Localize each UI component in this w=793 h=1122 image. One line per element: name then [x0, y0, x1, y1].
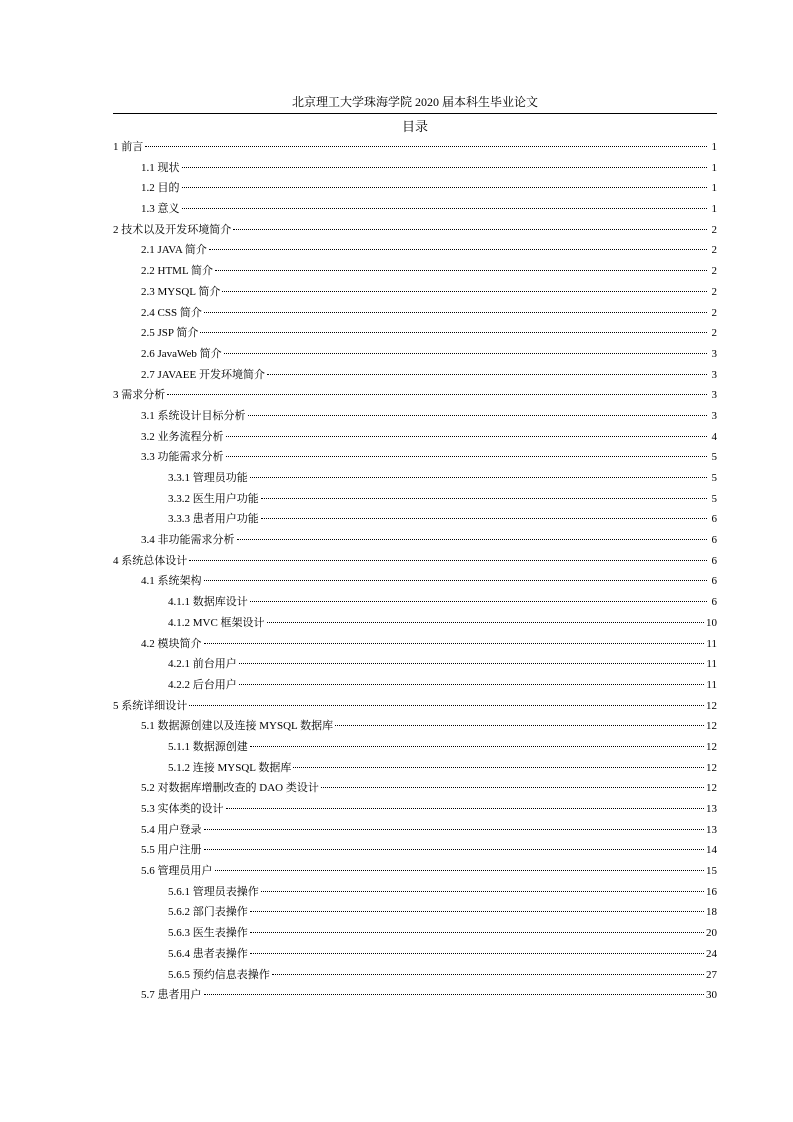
- toc-entry[interactable]: [113, 902, 717, 923]
- toc-dot-leader: [226, 435, 708, 437]
- toc-dot-leader: [267, 373, 707, 375]
- toc-entry-label: 2 技术以及开发环境简介: [113, 223, 232, 236]
- toc-entry[interactable]: [113, 365, 717, 386]
- toc-page-number: 14: [706, 844, 717, 857]
- toc-entry-label: 3.3.3 患者用户功能: [168, 513, 259, 526]
- toc-dot-leader: [261, 890, 704, 892]
- toc-entry[interactable]: [113, 634, 717, 655]
- table-of-contents: [113, 137, 717, 1006]
- toc-entry[interactable]: [113, 592, 717, 613]
- toc-dot-leader: [204, 642, 705, 644]
- toc-page-number: 5: [711, 451, 717, 464]
- toc-page-number: 2: [711, 327, 717, 340]
- toc-entry-label: 4.1.2 MVC 框架设计: [168, 616, 265, 629]
- toc-page-number: 1: [711, 203, 717, 216]
- toc-dot-leader: [204, 993, 705, 995]
- toc-entry[interactable]: [113, 613, 717, 634]
- toc-page-number: 3: [711, 389, 717, 402]
- toc-entry-label: 5.6.5 预约信息表操作: [168, 968, 270, 981]
- toc-entry[interactable]: [113, 696, 717, 717]
- toc-entry[interactable]: [113, 675, 717, 696]
- toc-entry-label: 4.2.2 后台用户: [168, 678, 237, 691]
- toc-dot-leader: [224, 352, 707, 354]
- toc-dot-leader: [189, 559, 707, 561]
- toc-dot-leader: [222, 290, 707, 292]
- toc-entry-label: 5.7 患者用户: [141, 989, 202, 1002]
- toc-entry-label: 3.3.1 管理员功能: [168, 472, 248, 484]
- toc-dot-leader: [215, 869, 705, 871]
- toc-page-number: 6: [711, 554, 717, 567]
- toc-entry[interactable]: [113, 778, 717, 799]
- toc-page-number: 12: [706, 782, 717, 795]
- toc-dot-leader: [189, 704, 704, 706]
- toc-entry-label: 3.2 业务流程分析: [141, 430, 224, 443]
- toc-page-number: 1: [711, 161, 717, 174]
- page-header: 北京理工大学珠海学院 2020 届本科生毕业论文: [291, 95, 538, 109]
- toc-entry-label: 5.6 管理员用户: [141, 865, 213, 878]
- toc-dot-leader: [272, 973, 704, 975]
- toc-page-number: 16: [706, 885, 717, 898]
- toc-entry-label: 1.3 意义: [141, 203, 180, 216]
- toc-dot-leader: [204, 828, 705, 830]
- toc-entry-label: 2.7 JAVAEE 开发环境简介: [141, 368, 265, 381]
- toc-entry[interactable]: [113, 758, 717, 779]
- toc-page-number: 3: [711, 368, 717, 381]
- toc-entry[interactable]: [113, 303, 717, 324]
- toc-entry[interactable]: [113, 385, 717, 406]
- toc-page-number: 24: [706, 947, 717, 960]
- toc-entry[interactable]: [113, 965, 717, 986]
- toc-dot-leader: [239, 662, 705, 664]
- toc-dot-leader: [261, 497, 707, 499]
- toc-page-number: 13: [706, 803, 717, 815]
- toc-page-number: 20: [706, 927, 717, 940]
- toc-entry[interactable]: [113, 261, 717, 282]
- toc-entry-label: 3.4 非功能需求分析: [141, 534, 235, 547]
- toc-dot-leader: [209, 248, 707, 250]
- toc-entry[interactable]: [113, 820, 717, 841]
- toc-entry-label: 5 系统详细设计: [113, 699, 188, 712]
- toc-page-number: 12: [706, 761, 717, 774]
- toc-entry-label: 5.1.2 连接 MYSQL 数据库: [168, 761, 292, 774]
- toc-entry-label: 2.1 JAVA 简介: [141, 244, 207, 257]
- toc-entry-label: 1 前言: [113, 141, 144, 153]
- toc-entry-label: 3 需求分析: [113, 389, 166, 402]
- toc-dot-leader: [250, 745, 704, 747]
- toc-dot-leader: [182, 166, 708, 168]
- toc-page-number: 2: [711, 306, 717, 319]
- toc-dot-leader: [167, 393, 707, 395]
- toc-entry[interactable]: [113, 137, 717, 158]
- toc-entry-label: 5.6.1 管理员表操作: [168, 885, 259, 898]
- toc-page-number: 30: [706, 989, 717, 1002]
- toc-entry[interactable]: [113, 944, 717, 965]
- toc-entry-label: 2.2 HTML 简介: [141, 265, 214, 278]
- toc-entry[interactable]: [113, 716, 717, 737]
- toc-entry[interactable]: [113, 571, 717, 592]
- toc-entry[interactable]: [113, 468, 717, 489]
- toc-page-number: 10: [706, 616, 717, 629]
- toc-dot-leader: [239, 683, 705, 685]
- toc-entry[interactable]: [113, 178, 717, 199]
- toc-entry[interactable]: [113, 282, 717, 303]
- toc-dot-leader: [250, 931, 704, 933]
- toc-dot-leader: [204, 311, 707, 313]
- toc-page-number: 2: [711, 285, 717, 298]
- toc-dot-leader: [250, 910, 704, 912]
- toc-page-number: 27: [706, 968, 717, 981]
- toc-page-number: 12: [706, 720, 717, 733]
- toc-page-number: 6: [711, 575, 717, 588]
- toc-page-number: 1: [711, 141, 717, 153]
- toc-entry[interactable]: [113, 406, 717, 427]
- toc-entry-label: 3.3.2 医生用户功能: [168, 492, 259, 505]
- toc-entry[interactable]: [113, 530, 717, 551]
- toc-entry-label: 5.2 对数据库增删改查的 DAO 类设计: [141, 782, 319, 795]
- toc-entry[interactable]: [113, 447, 717, 468]
- toc-entry[interactable]: [113, 323, 717, 344]
- toc-dot-leader: [145, 145, 707, 147]
- toc-dot-leader: [233, 228, 707, 230]
- toc-entry[interactable]: [113, 220, 717, 241]
- toc-entry-label: 4 系统总体设计: [113, 554, 188, 567]
- toc-dot-leader: [293, 766, 704, 768]
- toc-dot-leader: [200, 331, 707, 333]
- toc-dot-leader: [226, 807, 705, 809]
- toc-entry-label: 3.3 功能需求分析: [141, 451, 224, 464]
- toc-page-number: 11: [706, 658, 717, 671]
- toc-entry[interactable]: [113, 985, 717, 1006]
- toc-entry-label: 1.2 目的: [141, 182, 180, 195]
- toc-entry[interactable]: [113, 840, 717, 861]
- toc-entry-label: 4.2 模块简介: [141, 637, 202, 650]
- toc-entry-label: 5.4 用户登录: [141, 823, 202, 836]
- toc-title: 目录: [401, 119, 428, 134]
- toc-page-number: 3: [711, 347, 717, 360]
- toc-page-number: 6: [711, 534, 717, 547]
- toc-dot-leader: [215, 269, 707, 271]
- toc-dot-leader: [267, 621, 704, 623]
- toc-entry-label: 2.5 JSP 简介: [141, 327, 199, 340]
- toc-entry[interactable]: [113, 199, 717, 220]
- toc-page-number: 6: [711, 596, 717, 609]
- toc-entry[interactable]: [113, 158, 717, 179]
- toc-page-number: 15: [706, 865, 717, 878]
- toc-dot-leader: [226, 455, 708, 457]
- toc-entry-label: 5.3 实体类的设计: [141, 803, 224, 815]
- toc-entry[interactable]: [113, 489, 717, 510]
- toc-page-number: 11: [706, 678, 717, 691]
- toc-page-number: 1: [711, 182, 717, 195]
- toc-dot-leader: [237, 538, 708, 540]
- toc-page-number: 3: [711, 409, 717, 422]
- toc-dot-leader: [335, 724, 704, 726]
- toc-entry-label: 4.2.1 前台用户: [168, 658, 237, 671]
- toc-entry[interactable]: [113, 882, 717, 903]
- toc-page-number: 12: [706, 740, 717, 753]
- toc-entry-label: 5.1 数据源创建以及连接 MYSQL 数据库: [141, 720, 334, 733]
- toc-entry-label: 2.3 MYSQL 简介: [141, 285, 221, 298]
- toc-dot-leader: [250, 600, 707, 602]
- toc-page-number: 2: [711, 244, 717, 257]
- toc-page-number: 2: [711, 223, 717, 236]
- toc-dot-leader: [321, 786, 704, 788]
- toc-dot-leader: [250, 952, 704, 954]
- toc-page-number: 6: [711, 513, 717, 526]
- header-divider: [113, 113, 717, 114]
- toc-entry[interactable]: [113, 654, 717, 675]
- toc-dot-leader: [250, 476, 707, 478]
- toc-entry-label: 5.1.1 数据源创建: [168, 740, 248, 753]
- toc-page-number: 11: [706, 637, 717, 650]
- toc-dot-leader: [204, 579, 708, 581]
- toc-entry[interactable]: [113, 427, 717, 448]
- toc-entry[interactable]: [113, 344, 717, 365]
- toc-entry[interactable]: [113, 551, 717, 572]
- toc-entry-label: 2.4 CSS 简介: [141, 306, 202, 319]
- toc-entry[interactable]: [113, 923, 717, 944]
- toc-entry-label: 5.6.4 患者表操作: [168, 947, 248, 960]
- toc-dot-leader: [261, 517, 707, 519]
- toc-entry[interactable]: [113, 799, 717, 820]
- toc-page-number: 18: [706, 906, 717, 919]
- toc-entry[interactable]: [113, 240, 717, 261]
- toc-entry-label: 5.6.2 部门表操作: [168, 906, 248, 919]
- toc-dot-leader: [248, 414, 708, 416]
- toc-entry-label: 5.5 用户注册: [141, 844, 202, 857]
- toc-page-number: 5: [711, 472, 717, 484]
- toc-entry-label: 3.1 系统设计目标分析: [141, 409, 246, 422]
- toc-page-number: 13: [706, 823, 717, 836]
- toc-page-number: 4: [711, 430, 717, 443]
- toc-dot-leader: [204, 848, 705, 850]
- toc-entry-label: 2.6 JavaWeb 简介: [141, 347, 222, 360]
- toc-entry[interactable]: [113, 509, 717, 530]
- toc-entry[interactable]: [113, 737, 717, 758]
- toc-entry-label: 1.1 现状: [141, 161, 180, 174]
- toc-dot-leader: [182, 207, 708, 209]
- toc-entry-label: 5.6.3 医生表操作: [168, 927, 248, 940]
- toc-entry-label: 4.1.1 数据库设计: [168, 596, 248, 609]
- toc-page-number: 5: [711, 492, 717, 505]
- toc-page-number: 12: [706, 699, 717, 712]
- toc-entry[interactable]: [113, 861, 717, 882]
- toc-page-number: 2: [711, 265, 717, 278]
- toc-dot-leader: [182, 186, 708, 188]
- toc-entry-label: 4.1 系统架构: [141, 575, 202, 588]
